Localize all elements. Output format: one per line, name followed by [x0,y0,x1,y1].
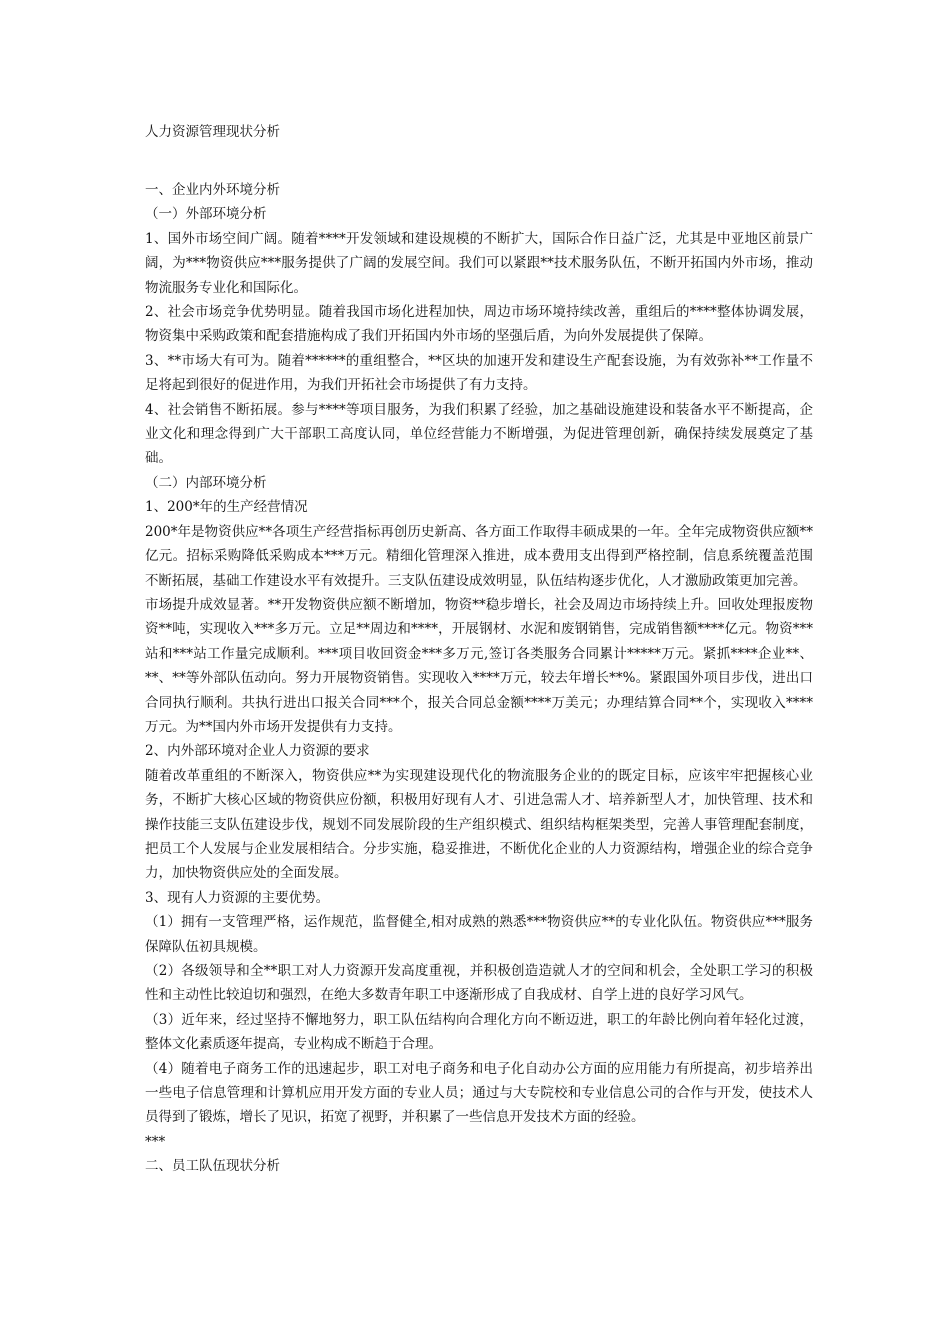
advantage-item-3: （3）近年来，经过坚持不懈地努力，职工队伍结构向合理化方向不断迈进，职工的年龄比例向着年轻化过渡，整体文化素质逐年提高，专业构成不断趋于合理。 [145,1011,813,1053]
section-heading-2: 二、员工队伍现状分析 [145,1158,280,1175]
internal-1-paragraph-2: 市场提升成效显著。**开发物资供应额不断增加，物资**稳步增长，社会及周边市场持续上升。回收处理报废物资**吨，实现收入***多万元。立足**周边和****，开展钢材、水泥和废钢销售，完成销售额****亿元。物资***站和***站工作量完成顺利。***项目收回资金***多万元,签订各类服务合同累计*****万元。紧抓****企业**、**、**等外部队伍动向。努力开展物资销售。实现收入****万元，较去年增长**%。紧跟国外项目步伐，进出口合同执行顺利。共执行进出口报关合同***个，报关合同总金额****万美元；办理结算合同**个，实现收入****万元。为**国内外市场开发提供有力支持。 [145,596,813,735]
subsection-heading-internal: （二）内部环境分析 [145,474,267,491]
internal-heading-3: 3、现有人力资源的主要优势。 [145,889,330,906]
document-title: 人力资源管理现状分析 [145,124,280,140]
internal-heading-2: 2、内外部环境对企业人力资源的要求 [145,743,370,760]
document-page [145,120,813,1179]
advantage-item-4: （4）随着电子商务工作的迅速起步，职工对电子商务和电子化自动办公方面的应用能力有所提高，初步培养出一些电子信息管理和计算机应用开发方面的专业人员；通过与大专院校和专业信息公司的合作与开发，使技术人员得到了锻炼，增长了见识，拓宽了视野，并积累了一些信息开发技术方面的经验。 [145,1060,813,1126]
advantage-item-2: （2）各级领导和全**职工对人力资源开发高度重视，并积极创造造就人才的空间和机会，全处职工学习的积极性和主动性比较迫切和强烈，在绝大多数青年职工中逐渐形成了自我成材、自学上进的良好学习风气。 [145,963,813,1004]
subsection-heading-external: （一）外部环境分析 [145,206,267,223]
advantage-item-1: （1）拥有一支管理严格，运作规范，监督健全,相对成熟的熟悉***物资供应**的专业化队伍。物资供应***服务保障队伍初具规模。 [145,914,813,955]
internal-2-paragraph-1: 随着改革重组的不断深入，物资供应**为实现建设现代化的物流服务企业的的既定目标，应该牢牢把握核心业务，不断扩大核心区域的物资供应份额，积极用好现有人才、引进急需人才、培养新型人才，加快管理、技术和操作技能三支队伍建设步伐，规划不同发展阶段的生产组织模式、组织结构框架类型，完善人事管理配套制度，把员工个人发展与企业发展相结合。分步实施，稳妥推进，不断优化企业的人力资源结构，增强企业的综合竞争力，加快物资供应处的全面发展。 [145,767,813,882]
external-paragraph-2: 2、社会市场竞争优势明显。随着我国市场化进程加快，周边市场环境持续改善，重组后的****整体协调发展，物资集中采购政策和配套措施构成了我们开拓国内外市场的坚强后盾，为向外发展提供了保障。 [145,304,813,345]
external-paragraph-4: 4、社会销售不断拓展。参与****等项目服务，为我们积累了经验，加之基础设施建设和装备水平不断提高，企业文化和理念得到广大干部职工高度认同，单位经营能力不断增强，为促进管理创新，确保持续发展奠定了基础。 [145,401,813,467]
internal-1-paragraph-1: 200*年是物资供应**各项生产经营指标再创历史新高、各方面工作取得丰硕成果的一年。全年完成物资供应额**亿元。招标采购降低采购成本***万元。精细化管理深入推进，成本费用支出得到严格控制，信息系统覆盖范围不断拓展，基础工作建设水平有效提升。三支队伍建设成效明显，队伍结构逐步优化，人才激励政策更加完善。 [145,523,813,589]
internal-heading-1: 1、200*年的生产经营情况 [145,499,308,516]
external-paragraph-1: 1、国外市场空间广阔。随着****开发领域和建设规模的不断扩大，国际合作日益广泛，尤其是中亚地区前景广阔，为***物资供应***服务提供了广阔的发展空间。我们可以紧跟**技术服务队伍，不断开拓国内外市场，推动物流服务专业化和国际化。 [145,230,813,296]
external-paragraph-3: 3、**市场大有可为。随着******的重组整合，**区块的加速开发和建设生产配套设施，为有效弥补**工作量不足将起到很好的促进作用，为我们开拓社会市场提供了有力支持。 [145,352,813,394]
separator-mark: *** [145,1133,166,1150]
section-heading-1: 一、企业内外环境分析 [145,182,280,198]
